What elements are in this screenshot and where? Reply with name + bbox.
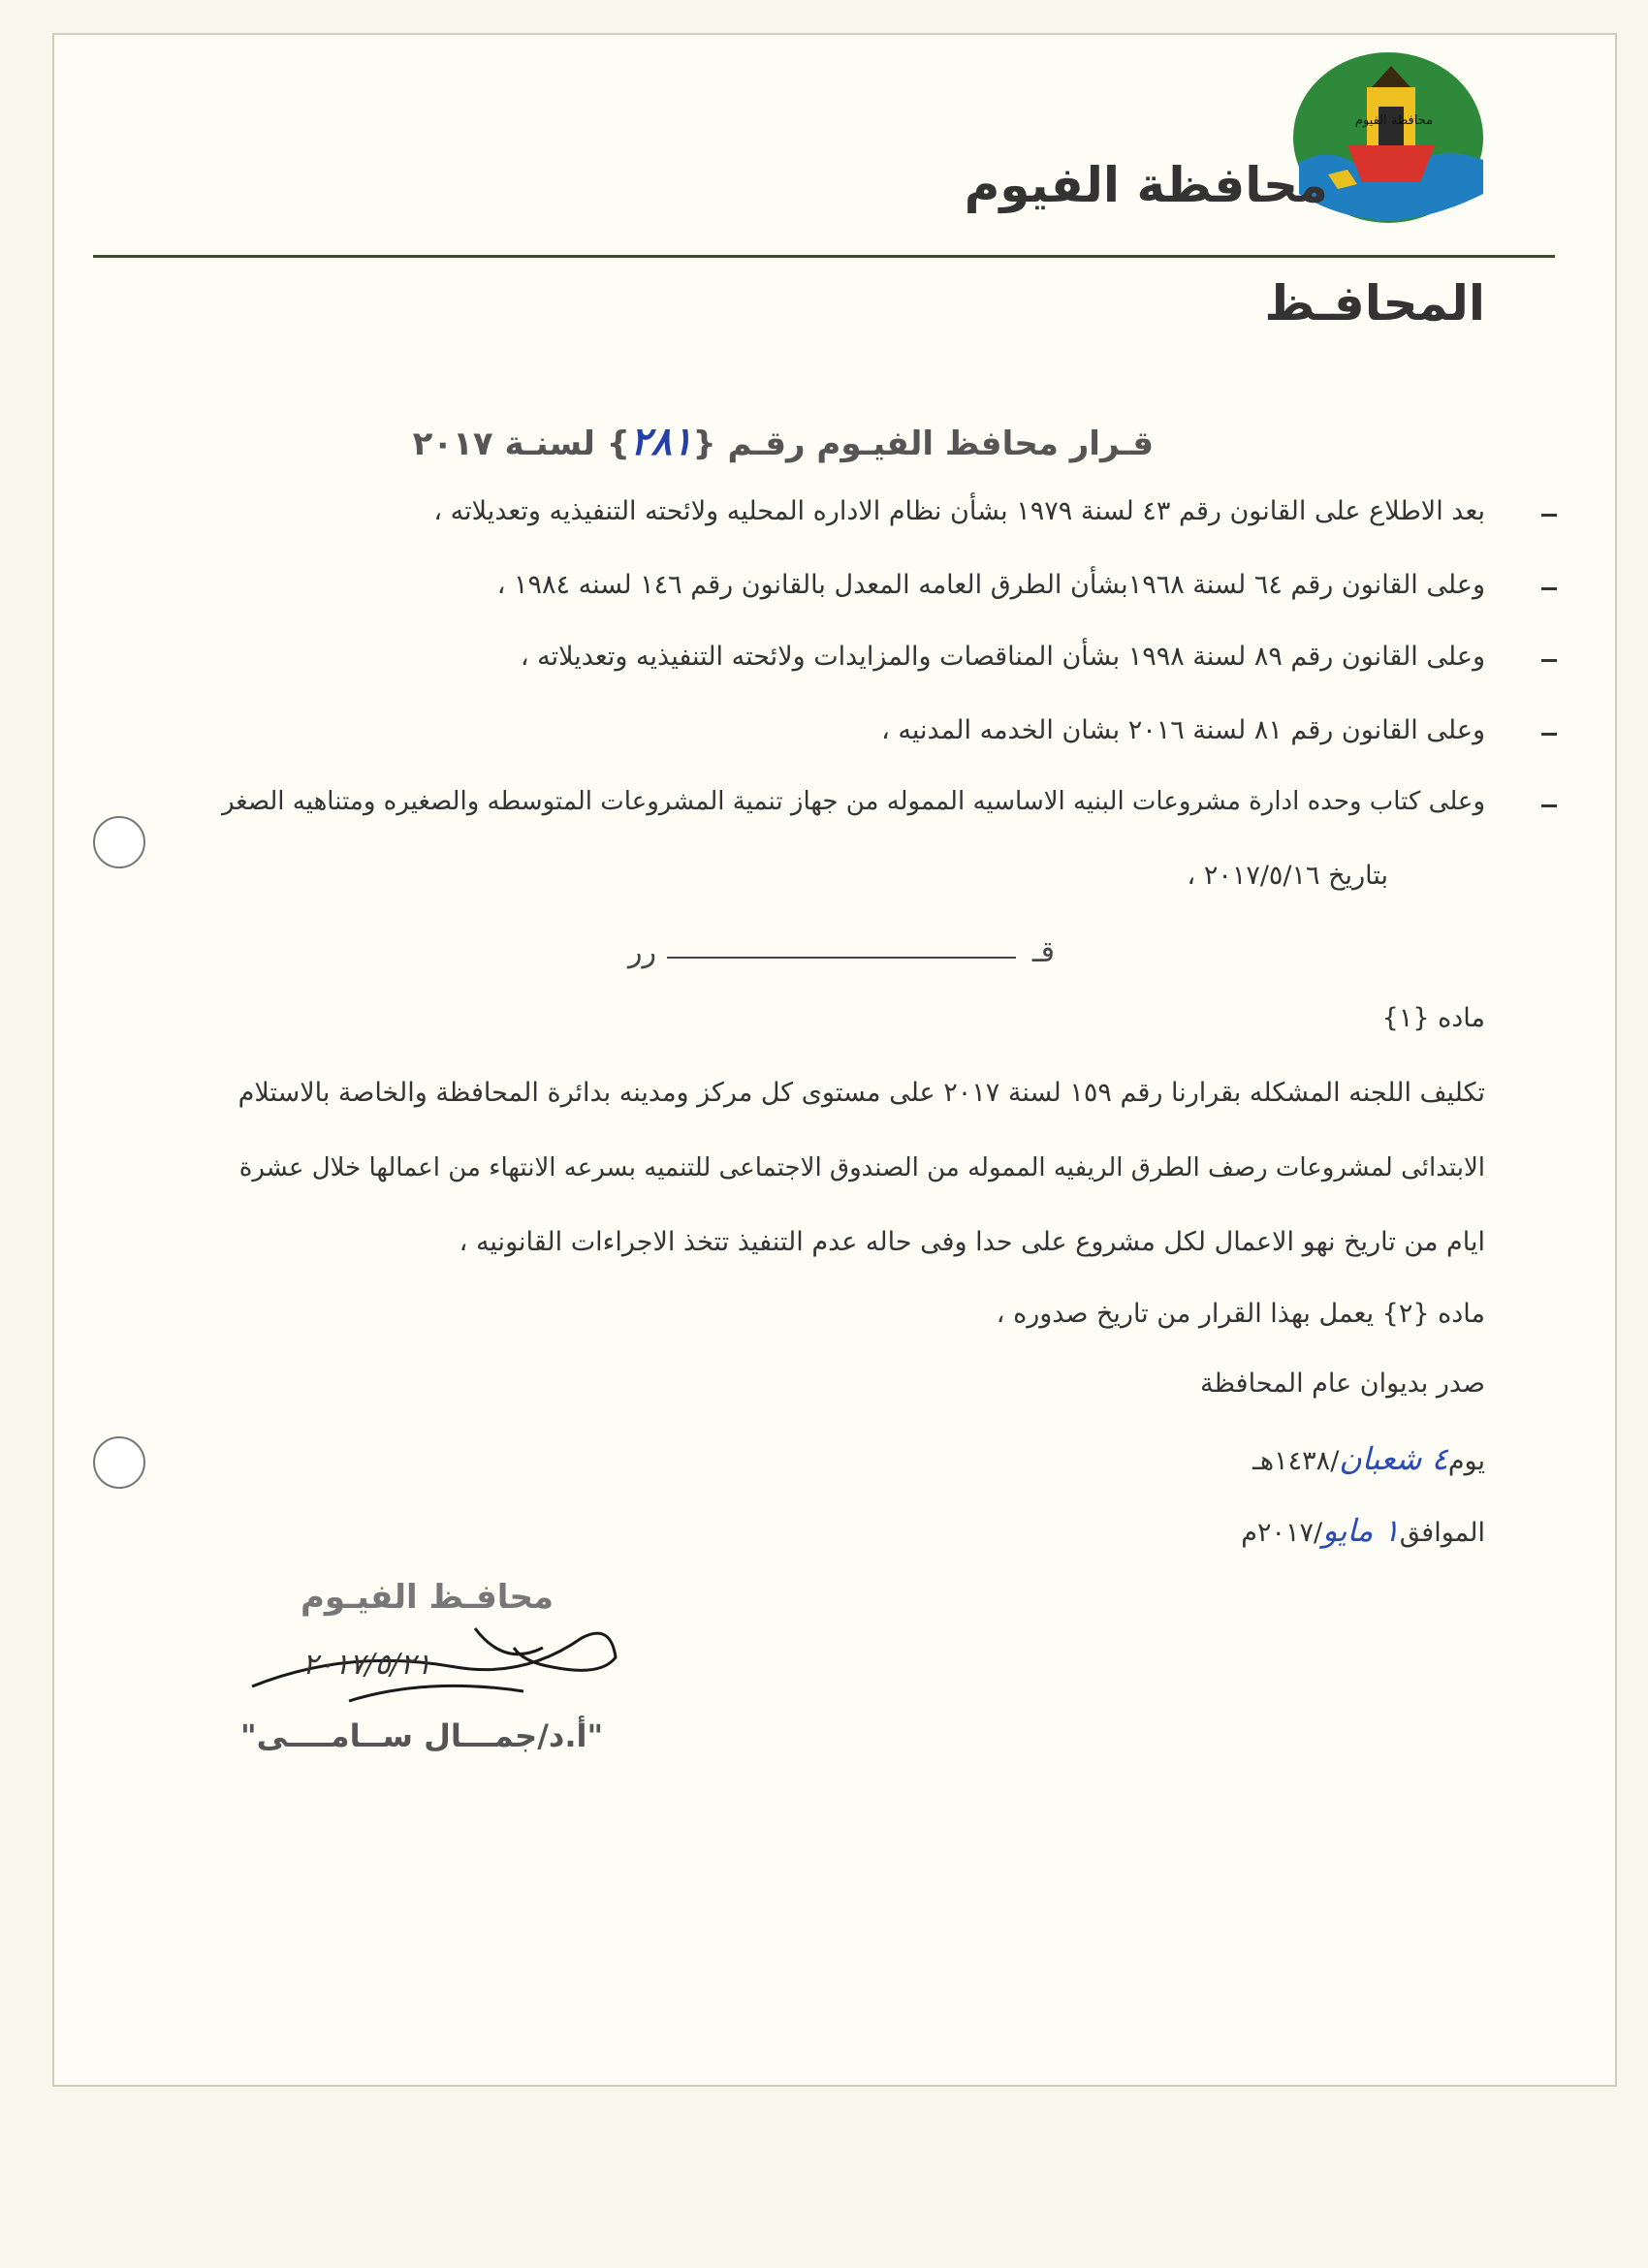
greg-prefix: الموافق [1399, 1518, 1485, 1548]
preamble-clause: وعلى القانون رقم ٨١ لسنة ٢٠١٦ بشان الخدمه المدنيه ، [881, 715, 1485, 745]
article-1-line: تكليف اللجنه المشكله بقرارنا رقم ١٥٩ لسنة ٢٠١٧ على مستوى كل مركز ومدينه بدائرة المحافظة والخاصة بالاستلام [238, 1078, 1485, 1108]
decides-last-letters: رر [628, 935, 656, 969]
preamble-clause: بعد الاطلاع على القانون رقم ٤٣ لسنة ١٩٧٩ بشأن نظام الاداره المحليه ولائحته التنفيذيه وتعديلاته ، [433, 496, 1485, 526]
issued-hijri-date [1252, 1440, 1485, 1477]
issued-gregorian-date [1241, 1512, 1485, 1549]
issued-place: صدر بديوان عام المحافظة [1200, 1369, 1485, 1399]
bullet-dash [1541, 659, 1557, 662]
greg-handwritten: ١ مايو [1322, 1512, 1400, 1549]
decides-first-letter: قـ [1031, 935, 1055, 969]
decides-tatweel [667, 957, 1016, 959]
preamble-clause: وعلى كتاب وحده ادارة مشروعات البنيه الاساسيه المموله من جهاز تنمية المشروعات المتوسطه والصغيره ومتناهيه الصغر [221, 787, 1485, 816]
bullet-dash [1541, 804, 1557, 807]
decree-title-prefix: قـرار محافظ الفيـوم رقـم { [692, 425, 1154, 463]
signatory-name: "أ.د/جمـــال ســامــــى" [240, 1717, 604, 1754]
punch-hole [93, 816, 145, 868]
handwritten-signature [233, 1609, 640, 1716]
preamble-clause: وعلى القانون رقم ٦٤ لسنة ١٩٦٨بشأن الطرق العامه المعدل بالقانون رقم ١٤٦ لسنه ١٩٨٤ ، [496, 570, 1485, 600]
article-1-line: ايام من تاريخ نهو الاعمال لكل مشروع على حدا وفى حاله عدم التنفيذ تتخذ الاجراءات القانونيه ، [459, 1227, 1485, 1257]
preamble-continuation: بتاريخ ٢٠١٧/٥/١٦ ، [1187, 861, 1388, 891]
punch-hole [93, 1436, 145, 1489]
document-page [52, 33, 1617, 2087]
decree-title [412, 419, 1154, 464]
signature-date: ٢٠١٧/٥/٢١ [302, 1648, 432, 1682]
hijri-suffix: /١٤٣٨هـ [1252, 1446, 1340, 1476]
svg-text:محافظة الفيوم: محافظة الفيوم [1354, 113, 1434, 128]
article-1-label: ماده {١} [1381, 1003, 1485, 1033]
bullet-dash [1541, 514, 1557, 517]
hijri-handwritten: ٤ شعبان [1339, 1440, 1448, 1477]
hijri-prefix: يوم [1447, 1446, 1485, 1476]
preamble-clause: وعلى القانون رقم ٨٩ لسنة ١٩٩٨ بشأن المناقصات والمزايدات ولائحته التنفيذيه وتعديلاته ، [520, 642, 1485, 672]
bullet-dash [1541, 733, 1557, 736]
decree-title-suffix: } لسنـة ٢٠١٧ [412, 425, 630, 463]
governorate-name: محافظة الفيوم [964, 157, 1328, 213]
greg-suffix: /٢٠١٧م [1241, 1518, 1323, 1548]
office-title: المحافـظ [1264, 275, 1485, 331]
header-divider [93, 255, 1555, 258]
article-2: ماده {٢} يعمل بهذا القرار من تاريخ صدوره ، [996, 1299, 1485, 1329]
article-1-line: الابتدائى لمشروعات رصف الطرق الريفيه المموله من الصندوق الاجتماعى للتنميه بسرعه الانتهاء من اعمالها خلال عشرة [238, 1153, 1485, 1182]
signatory-title: محافـظ الفيـوم [301, 1578, 555, 1617]
bullet-dash [1541, 587, 1557, 590]
decree-number-handwritten: ٢٨١ [629, 419, 693, 464]
